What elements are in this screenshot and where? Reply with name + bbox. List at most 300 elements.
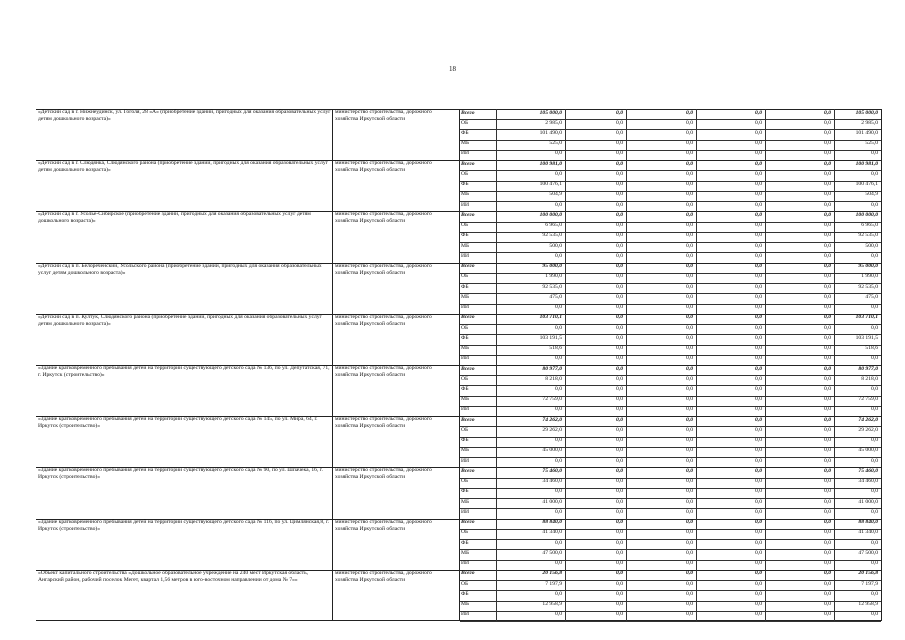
funding-source-label: ОБ (461, 529, 469, 536)
funding-value: 0,0 (686, 170, 693, 177)
funding-value: 100 476,1 (855, 181, 878, 188)
funding-value: 0,0 (686, 129, 693, 136)
funding-value: 0,0 (616, 222, 623, 229)
funding-value: 0,0 (686, 160, 693, 167)
funding-row (460, 611, 881, 622)
funding-value: 0,0 (686, 375, 693, 382)
funding-value: 0,0 (686, 314, 693, 321)
funding-value: 0,0 (755, 160, 762, 167)
funding-value: 0,0 (686, 324, 693, 331)
funding-value: 0,0 (824, 467, 831, 474)
project-block (36, 109, 881, 160)
funding-source-label: ОБ (461, 222, 469, 229)
funding-value: 0,0 (824, 150, 831, 157)
funding-value: 0,0 (824, 529, 831, 536)
funding-value: 0,0 (824, 488, 831, 495)
funding-value: 0,0 (871, 170, 878, 177)
funding-value: 0,0 (824, 181, 831, 188)
funding-value: 0,0 (755, 242, 762, 249)
funding-value: 0,0 (686, 457, 693, 464)
funding-value: 0,0 (755, 488, 762, 495)
funding-value: 100 981,0 (539, 160, 562, 167)
funding-value: 0,0 (755, 365, 762, 372)
funding-value: 0,0 (555, 385, 562, 392)
funding-value: 2 985,0 (545, 119, 562, 126)
responsible-ministry: министерство строительства, дорожного хозяйства Иркутской области (335, 569, 432, 583)
funding-value: 0,0 (755, 355, 762, 362)
funding-value: 92 535,0 (542, 283, 562, 290)
funding-value: 0,0 (824, 447, 831, 454)
responsible-ministry: министерство строительства, дорожного хозяйства Иркутской области (335, 109, 432, 122)
project-name: «Здание кратковременного пребывания детей на территории существующего детского сада № 116, по ул. Цимлянская,8, г. Иркутск (строительство)» (38, 518, 330, 532)
funding-value: 0,0 (824, 385, 831, 392)
funding-value: 20 156,8 (542, 570, 562, 577)
funding-value: 0,0 (616, 437, 623, 444)
funding-value: 0,0 (686, 498, 693, 505)
funding-value: 0,0 (616, 119, 623, 126)
funding-value: 0,0 (686, 201, 693, 208)
funding-source-label: ИИ (461, 252, 470, 259)
funding-source-label: Всего (461, 416, 475, 423)
funding-value: 0,0 (686, 611, 693, 618)
funding-value: 0,0 (555, 488, 562, 495)
funding-value: 518,6 (865, 345, 878, 352)
funding-value: 41 000,0 (542, 498, 562, 505)
funding-source-label: ФБ (461, 437, 469, 444)
funding-value: 0,0 (824, 119, 831, 126)
funding-value: 0,0 (555, 590, 562, 597)
funding-value: 7 197,9 (545, 580, 562, 587)
funding-source-label: ФБ (461, 283, 469, 290)
funding-value: 0,0 (824, 211, 831, 218)
funding-source-label: ФБ (461, 129, 469, 136)
funding-value: 0,0 (755, 222, 762, 229)
funding-value: 0,0 (755, 375, 762, 382)
funding-value: 34 460,0 (542, 478, 562, 485)
funding-value: 0,0 (686, 365, 693, 372)
funding-value: 75 460,0 (542, 467, 562, 474)
funding-value: 0,0 (686, 191, 693, 198)
funding-value: 0,0 (755, 170, 762, 177)
funding-value: 0,0 (616, 109, 623, 116)
funding-value: 0,0 (871, 201, 878, 208)
funding-value: 0,0 (555, 150, 562, 157)
funding-value: 0,0 (616, 232, 623, 239)
funding-source-label: ФБ (461, 539, 469, 546)
funding-value: 0,0 (755, 478, 762, 485)
funding-value: 0,0 (686, 304, 693, 311)
funding-value: 0,0 (616, 181, 623, 188)
funding-value: 0,0 (824, 324, 831, 331)
funding-value: 0,0 (755, 519, 762, 526)
funding-value: 0,0 (616, 560, 623, 567)
funding-value: 0,0 (871, 508, 878, 515)
funding-value: 6 965,0 (545, 222, 562, 229)
funding-value: 0,0 (755, 283, 762, 290)
funding-source-label: МБ (461, 140, 470, 147)
funding-source-label: ОБ (461, 170, 469, 177)
funding-value: 100 476,1 (539, 181, 562, 188)
funding-value: 500,0 (865, 242, 878, 249)
funding-value: 47 500,0 (858, 549, 878, 556)
funding-value: 0,0 (616, 447, 623, 454)
funding-source-label: МБ (461, 447, 470, 454)
funding-value: 0,0 (755, 109, 762, 116)
funding-value: 0,0 (555, 611, 562, 618)
funding-value: 105 000,0 (539, 109, 562, 116)
funding-value: 0,0 (686, 560, 693, 567)
funding-value: 0,0 (686, 283, 693, 290)
funding-value: 0,0 (686, 396, 693, 403)
funding-value: 80 977,0 (858, 365, 878, 372)
funding-value: 2 985,0 (861, 119, 878, 126)
funding-source-label: ИИ (461, 611, 470, 618)
funding-value: 0,0 (871, 590, 878, 597)
funding-value: 0,0 (824, 160, 831, 167)
funding-value: 0,0 (686, 467, 693, 474)
project-name: «Здание кратковременного пребывания детей на территории существующего детского сада № 90, по ул. Шпачека, 16, г. Иркутск (строительство)» (38, 467, 323, 481)
funding-value: 0,0 (555, 201, 562, 208)
project-name: «Детский сад в г. Нижнеудинск, ул. Гоголя, 28 «А» (приобретение зданий, пригодных для оказания образовательных услуг детям дошкольного возраста)» (38, 109, 331, 122)
funding-value: 20 156,8 (858, 570, 878, 577)
project-name: «Здание кратковременного пребывания детей на территории существующего детского сада № 136, по ул. Депутатская, 71, г. Иркутск (строительство)» (38, 365, 330, 378)
project-block (36, 263, 881, 314)
project-block (36, 160, 881, 211)
funding-source-label: ФБ (461, 590, 469, 597)
funding-value: 504,9 (549, 191, 562, 198)
funding-value: 0,0 (824, 580, 831, 587)
funding-value: 100 000,0 (855, 211, 878, 218)
funding-value: 0,0 (871, 437, 878, 444)
funding-value: 0,0 (686, 334, 693, 341)
funding-value: 0,0 (686, 345, 693, 352)
funding-value: 0,0 (616, 601, 623, 608)
funding-value: 0,0 (871, 355, 878, 362)
funding-value: 0,0 (824, 252, 831, 259)
funding-value: 1 990,0 (861, 273, 878, 280)
funding-source-label: Всего (461, 109, 475, 116)
funding-source-label: ИИ (461, 355, 470, 362)
funding-value: 0,0 (755, 580, 762, 587)
funding-value: 0,0 (755, 191, 762, 198)
funding-source-label: ФБ (461, 232, 469, 239)
funding-value: 0,0 (616, 140, 623, 147)
funding-value: 0,0 (555, 560, 562, 567)
funding-value: 0,0 (616, 580, 623, 587)
funding-value: 105 000,0 (855, 109, 878, 116)
funding-value: 80 977,0 (542, 365, 562, 372)
funding-value: 0,0 (686, 109, 693, 116)
funding-value: 0,0 (616, 355, 623, 362)
funding-value: 0,0 (616, 129, 623, 136)
funding-source-label: МБ (461, 191, 470, 198)
funding-value: 75 460,0 (858, 467, 878, 474)
funding-value: 0,0 (686, 580, 693, 587)
project-name: «Детский сад в г. Слюдянка, Слюдянского района (приобретение зданий, пригодных для оказания образовательных услуг детям дошкольного возраста)» (38, 160, 328, 174)
funding-value: 0,0 (824, 232, 831, 239)
funding-value: 525,0 (865, 140, 878, 147)
funding-value: 0,0 (555, 304, 562, 311)
project-block (36, 211, 881, 262)
funding-value: 0,0 (616, 467, 623, 474)
project-block (36, 570, 881, 621)
funding-value: 0,0 (824, 345, 831, 352)
funding-value: 0,0 (755, 508, 762, 515)
funding-value: 0,0 (616, 201, 623, 208)
responsible-ministry: министерство строительства, дорожного хозяйства Иркутской области (335, 518, 432, 532)
funding-value: 103 710,1 (855, 314, 878, 321)
funding-value: 0,0 (755, 611, 762, 618)
funding-value: 0,0 (616, 293, 623, 300)
funding-value: 88 840,0 (542, 519, 562, 526)
funding-value: 8 218,0 (861, 375, 878, 382)
funding-value: 0,0 (616, 426, 623, 433)
funding-value: 0,0 (871, 304, 878, 311)
funding-value: 0,0 (824, 570, 831, 577)
responsible-ministry: министерство строительства, дорожного хозяйства Иркутской области (335, 365, 432, 378)
funding-value: 0,0 (686, 252, 693, 259)
funding-value: 0,0 (824, 457, 831, 464)
funding-value: 0,0 (686, 519, 693, 526)
funding-value: 0,0 (616, 334, 623, 341)
funding-source-label: Всего (461, 519, 475, 526)
funding-value: 0,0 (616, 498, 623, 505)
funding-value: 0,0 (616, 416, 623, 423)
funding-value: 0,0 (824, 539, 831, 546)
funding-value: 0,0 (824, 498, 831, 505)
funding-value: 0,0 (755, 263, 762, 270)
funding-value: 0,0 (686, 529, 693, 536)
funding-value: 0,0 (755, 590, 762, 597)
funding-value: 0,0 (755, 252, 762, 259)
funding-value: 45 000,0 (542, 447, 562, 454)
funding-value: 0,0 (824, 263, 831, 270)
funding-value: 92 535,0 (858, 283, 878, 290)
funding-value: 0,0 (686, 119, 693, 126)
funding-value: 0,0 (686, 508, 693, 515)
page-number: 18 (449, 65, 456, 73)
funding-value: 0,0 (555, 252, 562, 259)
funding-value: 41 340,0 (542, 529, 562, 536)
funding-value: 1 990,0 (545, 273, 562, 280)
funding-value: 0,0 (871, 539, 878, 546)
funding-value: 0,0 (616, 478, 623, 485)
funding-source-label: Всего (461, 467, 475, 474)
funding-value: 41 000,0 (858, 498, 878, 505)
funding-value: 0,0 (755, 324, 762, 331)
funding-value: 88 840,0 (858, 519, 878, 526)
funding-value: 0,0 (755, 273, 762, 280)
funding-value: 72 759,0 (858, 396, 878, 403)
funding-value: 0,0 (755, 129, 762, 136)
responsible-ministry: министерство строительства, дорожного хозяйства Иркутской области (335, 467, 432, 481)
funding-value: 0,0 (755, 539, 762, 546)
project-name: «Объект капитального строительства «Дошкольное образовательное учреждение на 240 мест Иркутская область, Ангарский район, рабочий поселок Мегет, квартал 1,56 метров в юго-восточном направлении от дома № 7»» (38, 569, 309, 583)
funding-value: 103 710,1 (539, 314, 562, 321)
funding-value: 0,0 (616, 539, 623, 546)
funding-value: 0,0 (755, 293, 762, 300)
funding-value: 0,0 (755, 529, 762, 536)
funding-source-label: ИИ (461, 304, 470, 311)
project-block (36, 519, 881, 570)
funding-source-label: МБ (461, 293, 470, 300)
funding-value: 7 197,9 (861, 580, 878, 587)
funding-source-label: Всего (461, 160, 475, 167)
funding-value: 0,0 (824, 304, 831, 311)
funding-value: 0,0 (755, 201, 762, 208)
funding-value: 0,0 (824, 590, 831, 597)
funding-value: 0,0 (686, 539, 693, 546)
funding-value: 0,0 (616, 283, 623, 290)
funding-value: 0,0 (616, 150, 623, 157)
funding-value: 0,0 (824, 478, 831, 485)
funding-value: 0,0 (616, 375, 623, 382)
funding-source-label: ФБ (461, 334, 469, 341)
funding-source-label: МБ (461, 345, 470, 352)
responsible-ministry: министерство строительства, дорожного хозяйства Иркутской области (335, 313, 432, 327)
funding-value: 0,0 (686, 385, 693, 392)
funding-value: 0,0 (755, 467, 762, 474)
funding-value: 0,0 (871, 150, 878, 157)
funding-value: 0,0 (824, 273, 831, 280)
funding-value: 101 490,0 (855, 129, 878, 136)
funding-value: 475,0 (549, 293, 562, 300)
funding-source-label: ИИ (461, 406, 470, 413)
funding-value: 0,0 (755, 385, 762, 392)
funding-value: 0,0 (824, 170, 831, 177)
responsible-ministry: министерство строительства, дорожного хозяйства Иркутской области (335, 160, 432, 174)
funding-value: 100 981,0 (855, 160, 878, 167)
funding-value: 0,0 (616, 611, 623, 618)
funding-value: 0,0 (824, 426, 831, 433)
funding-source-label: Всего (461, 314, 475, 321)
funding-value: 0,0 (616, 508, 623, 515)
funding-value: 0,0 (755, 560, 762, 567)
funding-value: 0,0 (686, 549, 693, 556)
funding-value: 34 460,0 (858, 478, 878, 485)
funding-value: 0,0 (686, 355, 693, 362)
funding-value: 0,0 (824, 283, 831, 290)
funding-value: 0,0 (686, 437, 693, 444)
funding-value: 0,0 (824, 334, 831, 341)
funding-value: 92 535,0 (542, 232, 562, 239)
funding-value: 0,0 (555, 437, 562, 444)
funding-source-label: МБ (461, 549, 470, 556)
funding-source-label: Всего (461, 263, 475, 270)
funding-value: 0,0 (824, 406, 831, 413)
project-block (36, 416, 881, 467)
funding-value: 0,0 (824, 519, 831, 526)
funding-value: 0,0 (824, 396, 831, 403)
funding-value: 47 500,0 (542, 549, 562, 556)
funding-value: 504,9 (865, 191, 878, 198)
funding-value: 0,0 (555, 539, 562, 546)
funding-value: 0,0 (755, 334, 762, 341)
funding-value: 518,6 (549, 345, 562, 352)
funding-value: 0,0 (755, 345, 762, 352)
funding-value: 0,0 (555, 457, 562, 464)
funding-value: 0,0 (755, 426, 762, 433)
funding-value: 0,0 (755, 549, 762, 556)
funding-source-label: ФБ (461, 181, 469, 188)
funding-value: 0,0 (871, 252, 878, 259)
funding-value: 0,0 (616, 570, 623, 577)
funding-value: 0,0 (871, 385, 878, 392)
funding-value: 8 218,0 (545, 375, 562, 382)
project-name: «Детский сад в г. Усолье-Сибирское (приобретение зданий, пригодных для оказания образовательных услуг детям дошкольного возраста)» (38, 211, 311, 225)
funding-value: 0,0 (824, 437, 831, 444)
funding-value: 0,0 (555, 324, 562, 331)
funding-value: 0,0 (755, 570, 762, 577)
funding-value: 0,0 (824, 222, 831, 229)
funding-value: 0,0 (686, 570, 693, 577)
funding-value: 0,0 (824, 129, 831, 136)
funding-value: 0,0 (616, 529, 623, 536)
funding-value: 0,0 (616, 549, 623, 556)
funding-value: 475,0 (865, 293, 878, 300)
funding-value: 0,0 (824, 242, 831, 249)
funding-value: 0,0 (555, 406, 562, 413)
funding-source-label: ОБ (461, 478, 469, 485)
funding-value: 0,0 (616, 160, 623, 167)
funding-value: 0,0 (824, 355, 831, 362)
funding-value: 0,0 (824, 140, 831, 147)
project-name: «Детский сад в п. Белореченский, Усольского района (приобретение зданий, пригодных для оказания образовательных услуг детям дошкольного возраста)» (38, 262, 322, 276)
funding-value: 0,0 (824, 416, 831, 423)
funding-value: 0,0 (555, 355, 562, 362)
funding-value: 0,0 (824, 601, 831, 608)
funding-value: 103 191,5 (539, 334, 562, 341)
funding-value: 0,0 (755, 396, 762, 403)
funding-value: 0,0 (616, 488, 623, 495)
funding-value: 0,0 (755, 232, 762, 239)
project-block (36, 365, 881, 416)
funding-value: 0,0 (824, 314, 831, 321)
funding-value: 92 535,0 (858, 232, 878, 239)
funding-value: 0,0 (686, 181, 693, 188)
funding-source-label: МБ (461, 242, 470, 249)
funding-value: 0,0 (616, 345, 623, 352)
funding-value: 0,0 (871, 611, 878, 618)
funding-value: 0,0 (616, 457, 623, 464)
funding-value: 0,0 (824, 293, 831, 300)
funding-value: 0,0 (616, 170, 623, 177)
funding-value: 0,0 (871, 560, 878, 567)
funding-value: 0,0 (755, 601, 762, 608)
funding-value: 74 262,0 (858, 416, 878, 423)
funding-value: 0,0 (686, 273, 693, 280)
funding-value: 0,0 (555, 170, 562, 177)
funding-value: 103 191,5 (855, 334, 878, 341)
funding-value: 0,0 (686, 601, 693, 608)
funding-value: 0,0 (871, 488, 878, 495)
funding-value: 100 000,0 (539, 211, 562, 218)
funding-value: 29 262,0 (858, 426, 878, 433)
funding-value: 101 490,0 (539, 129, 562, 136)
project-name: «Детский сад в п. Култук, Слюдянского района (приобретение зданий, пригодных для оказания образовательных услуг детям дошкольного возраста)» (38, 313, 322, 327)
funding-value: 0,0 (871, 406, 878, 413)
funding-value: 0,0 (616, 406, 623, 413)
funding-value: 41 340,0 (858, 529, 878, 536)
funding-value: 0,0 (616, 211, 623, 218)
funding-value: 6 965,0 (861, 222, 878, 229)
funding-source-label: МБ (461, 396, 470, 403)
project-block (36, 467, 881, 518)
funding-source-label: Всего (461, 570, 475, 577)
funding-value: 0,0 (755, 416, 762, 423)
funding-value: 0,0 (755, 304, 762, 311)
funding-value: 0,0 (616, 314, 623, 321)
